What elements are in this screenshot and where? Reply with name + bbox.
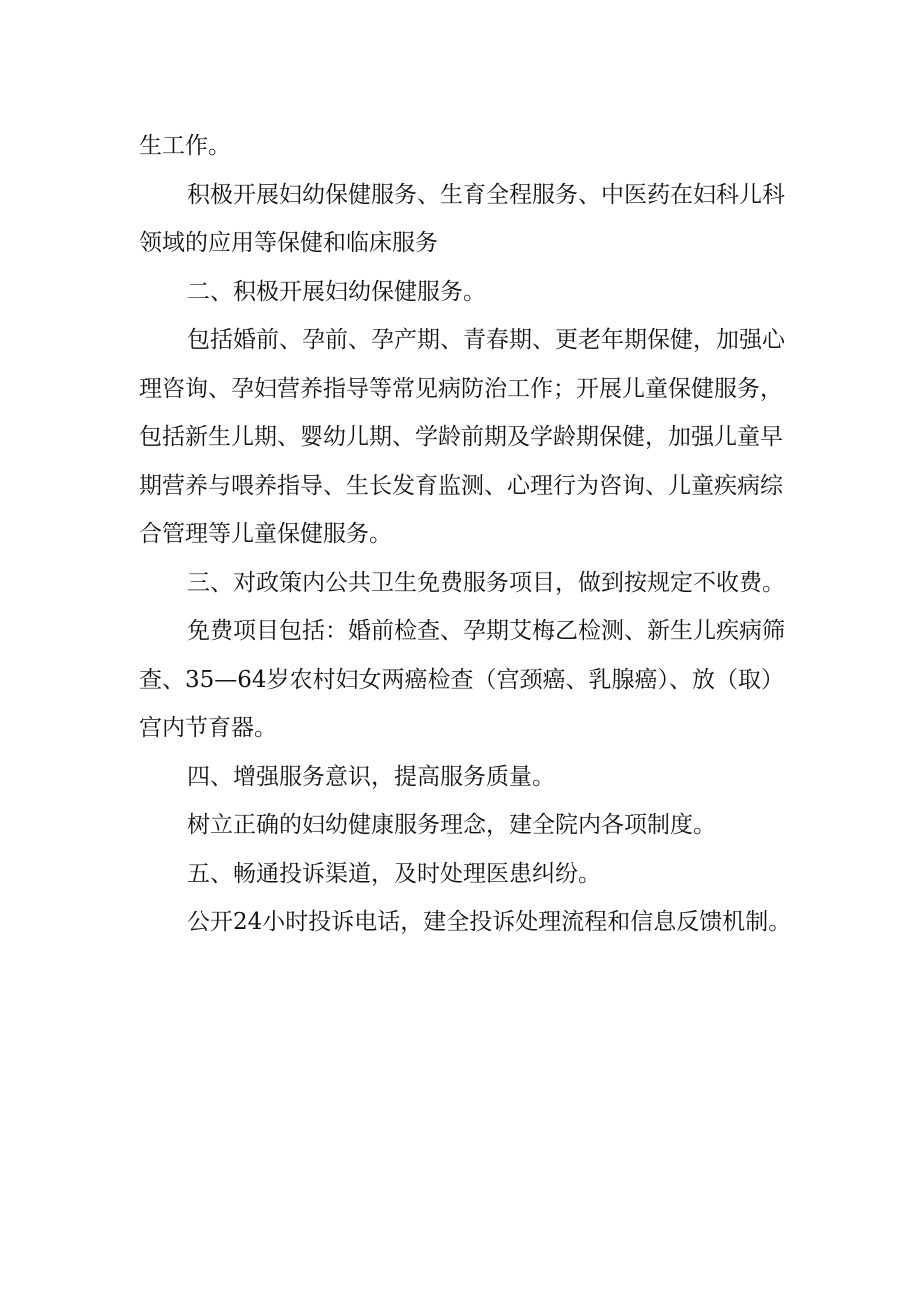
section-heading: 三、对政策内公共卫生免费服务项目，做到按规定不收费。 <box>187 569 785 596</box>
text-line: 查、35—64岁农村妇女两癌检查（宫颈癌、乳腺癌）、放（取） <box>139 666 785 693</box>
text-line: 理咨询、孕妇营养指导等常见病防治工作；开展儿童保健服务， <box>139 375 783 402</box>
text-line: 生工作。 <box>139 133 231 159</box>
paragraph-line: 包括婚前、孕前、孕产期、青春期、更老年期保健，加强心 <box>187 327 785 353</box>
paragraph-line: 积极开展妇幼保健服务、生育全程服务、中医药在妇科儿科 <box>187 181 785 208</box>
paragraph-line: 免费项目包括：婚前检查、孕期艾梅乙检测、新生儿疾病筛 <box>187 618 785 644</box>
text-line: 领域的应用等保健和临床服务 <box>139 230 438 256</box>
section-heading: 五、畅通投诉渠道，及时处理医患纠纷。 <box>187 860 601 887</box>
paragraph-line: 树立正确的妇幼健康服务理念，建全院内各项制度。 <box>187 812 716 838</box>
text-line: 合管理等儿童保健服务。 <box>139 521 392 547</box>
section-heading: 二、积极开展妇幼保健服务。 <box>187 278 486 305</box>
document-body <box>139 122 799 947</box>
text-line: 包括新生儿期、婴幼儿期、学龄前期及学龄期保健，加强儿童早 <box>139 424 783 450</box>
text-line: 宫内节育器。 <box>139 715 277 741</box>
section-heading: 四、增强服务意识，提高服务质量。 <box>187 763 555 790</box>
paragraph-line: 公开24小时投诉电话，建全投诉处理流程和信息反馈机制。 <box>187 909 792 935</box>
text-line: 期营养与喂养指导、生长发育监测、心理行为咨询、儿童疾病综 <box>139 472 783 499</box>
